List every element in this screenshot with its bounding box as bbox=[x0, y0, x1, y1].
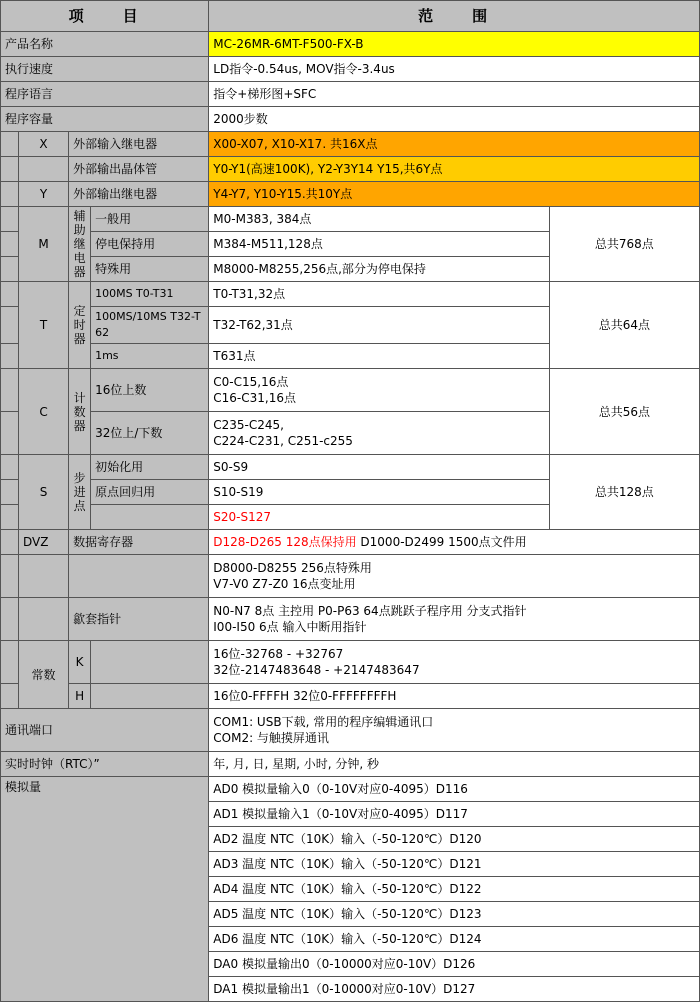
capacity-value: 2000步数 bbox=[209, 107, 700, 132]
analog-name: 模拟量 bbox=[1, 777, 209, 1002]
spacer-cell bbox=[1, 530, 19, 555]
spacer-cell bbox=[1, 641, 19, 684]
t-sub3-label: 1ms bbox=[91, 344, 209, 369]
dvz-value-2a: D8000-D8255 256点特殊用 bbox=[213, 561, 372, 575]
comm-value bbox=[209, 709, 700, 752]
s-value-2: S10-S19 bbox=[209, 480, 549, 505]
comm-value-2: COM2: 与触摸屏通讯 bbox=[213, 731, 329, 745]
spacer-cell bbox=[19, 157, 69, 182]
header-range: 范 围 bbox=[209, 1, 700, 32]
table-row bbox=[1, 455, 700, 480]
s-total: 总共128点 bbox=[549, 455, 699, 530]
s-value-3: S20-S127 bbox=[209, 505, 549, 530]
table-row bbox=[1, 530, 700, 555]
table-row bbox=[1, 57, 700, 82]
rtc-value: 年, 月, 日, 星期, 小时, 分钟, 秒 bbox=[209, 752, 700, 777]
spacer-cell bbox=[1, 412, 19, 455]
x-value: X00-X07, X10-X17. 共16X点 bbox=[209, 132, 700, 157]
comm-value-1: COM1: USB下载, 常用的程序编辑通讯口 bbox=[213, 715, 434, 729]
spacer-cell bbox=[1, 282, 19, 307]
table-row bbox=[1, 282, 700, 307]
t-value-2: T32-T62,31点 bbox=[209, 307, 549, 344]
t-sub1-label: 100MS T0-T31 bbox=[91, 282, 209, 307]
c-value-2 bbox=[209, 412, 549, 455]
spacer-cell bbox=[1, 257, 19, 282]
capacity-label: 程序容量 bbox=[1, 107, 209, 132]
table-row bbox=[1, 157, 700, 182]
t-label: T bbox=[19, 282, 69, 369]
product-name-label: 产品名称 bbox=[1, 32, 209, 57]
c-total: 总共56点 bbox=[549, 369, 699, 455]
spacer-cell bbox=[1, 598, 19, 641]
spacer-cell bbox=[1, 157, 19, 182]
spacer-cell bbox=[1, 132, 19, 157]
spacer-cell bbox=[19, 598, 69, 641]
table-row bbox=[1, 598, 700, 641]
x-label: X bbox=[19, 132, 69, 157]
header-item: 项 目 bbox=[1, 1, 209, 32]
m-sub1-label: 一般用 bbox=[91, 207, 209, 232]
m-value-1: M0-M383, 384点 bbox=[209, 207, 549, 232]
m-value-2: M384-M511,128点 bbox=[209, 232, 549, 257]
t-value-3: T631点 bbox=[209, 344, 549, 369]
spacer-cell bbox=[91, 641, 209, 684]
table-row bbox=[1, 684, 700, 709]
c-value-1a: C0-C15,16点 bbox=[213, 375, 289, 389]
table-row bbox=[1, 82, 700, 107]
spacer-cell bbox=[1, 207, 19, 232]
m-sub3-label: 特殊用 bbox=[91, 257, 209, 282]
t-value-1: T0-T31,32点 bbox=[209, 282, 549, 307]
c-group-label: 计 数 器 bbox=[69, 369, 91, 455]
table-row bbox=[1, 777, 700, 802]
const-h-label: H bbox=[69, 684, 91, 709]
table-row bbox=[1, 369, 700, 412]
table-row bbox=[1, 132, 700, 157]
y-label: Y bbox=[19, 182, 69, 207]
spacer-cell bbox=[1, 232, 19, 257]
y-transistor-name: 外部输出晶体管 bbox=[69, 157, 209, 182]
comm-name: 通讯端口 bbox=[1, 709, 209, 752]
spacer-cell bbox=[1, 505, 19, 530]
spacer-cell bbox=[69, 555, 209, 598]
rtc-name: 实时时钟（RTC）” bbox=[1, 752, 209, 777]
s-value-1: S0-S9 bbox=[209, 455, 549, 480]
const-k-value bbox=[209, 641, 700, 684]
spacer-cell bbox=[1, 344, 19, 369]
analog-value: AD5 温度 NTC（10K）输入（-50-120℃）D123 bbox=[209, 902, 700, 927]
s-sub3-label bbox=[91, 505, 209, 530]
spacer-cell bbox=[1, 369, 19, 412]
analog-value: DA0 模拟量输出0（0-10000对应0-10V）D126 bbox=[209, 952, 700, 977]
speed-value: LD指令-0.54us, MOV指令-3.4us bbox=[209, 57, 700, 82]
y-name: 外部输出继电器 bbox=[69, 182, 209, 207]
speed-label: 执行速度 bbox=[1, 57, 209, 82]
c-sub1-label: 16位上数 bbox=[91, 369, 209, 412]
analog-value: AD1 模拟量输入1（0-10V对应0-4095）D117 bbox=[209, 802, 700, 827]
const-name: 常数 bbox=[19, 641, 69, 709]
table-row bbox=[1, 752, 700, 777]
spacer-cell bbox=[1, 455, 19, 480]
pointer-name: 歙套指针 bbox=[69, 598, 209, 641]
table-row bbox=[1, 32, 700, 57]
dvz-label: DVZ bbox=[19, 530, 69, 555]
table-header-row bbox=[1, 1, 700, 32]
pointer-value bbox=[209, 598, 700, 641]
y-transistor-value: Y0-Y1(高速100K), Y2-Y3Y14 Y15,共6Y点 bbox=[209, 157, 700, 182]
c-value-2b: C224-C231, C251-c255 bbox=[213, 434, 353, 448]
spacer-cell bbox=[1, 555, 19, 598]
analog-value: DA1 模拟量输出1（0-10000对应0-10V）D127 bbox=[209, 977, 700, 1002]
analog-value: AD0 模拟量输入0（0-10V对应0-4095）D116 bbox=[209, 777, 700, 802]
spacer-cell bbox=[19, 555, 69, 598]
analog-value: AD4 温度 NTC（10K）输入（-50-120℃）D122 bbox=[209, 877, 700, 902]
analog-value: AD3 温度 NTC（10K）输入（-50-120℃）D121 bbox=[209, 852, 700, 877]
c-value-1b: C16-C31,16点 bbox=[213, 391, 296, 405]
spacer-cell bbox=[1, 307, 19, 344]
c-value-1 bbox=[209, 369, 549, 412]
const-k-value-2: 32位-2147483648 - +2147483647 bbox=[213, 663, 420, 677]
m-label: M bbox=[19, 207, 69, 282]
y-value: Y4-Y7, Y10-Y15.共10Y点 bbox=[209, 182, 700, 207]
dvz-value-1-hold: D128-D265 128点保持用 bbox=[213, 535, 357, 549]
pointer-value-1: N0-N7 8点 主控用 P0-P63 64点跳跃子程序用 分支式指针 bbox=[213, 604, 527, 618]
analog-value: AD2 温度 NTC（10K）输入（-50-120℃）D120 bbox=[209, 827, 700, 852]
t-sub2-label: 100MS/10MS T32-T62 bbox=[91, 307, 209, 344]
language-value: 指令+梯形图+SFC bbox=[209, 82, 700, 107]
m-value-3: M8000-M8255,256点,部分为停电保持 bbox=[209, 257, 549, 282]
m-group-label: 辅 助 继 电 器 bbox=[69, 207, 91, 282]
language-label: 程序语言 bbox=[1, 82, 209, 107]
dvz-value-1-file: D1000-D2499 1500点文件用 bbox=[356, 535, 527, 549]
dvz-value-2 bbox=[209, 555, 700, 598]
pointer-value-2: I00-I50 6点 输入中断用指针 bbox=[213, 620, 367, 634]
dvz-name: 数据寄存器 bbox=[69, 530, 209, 555]
t-group-label: 定 时 器 bbox=[69, 282, 91, 369]
const-h-value: 16位0-FFFFH 32位0-FFFFFFFFH bbox=[209, 684, 700, 709]
c-sub2-label: 32位上/下数 bbox=[91, 412, 209, 455]
s-group-label: 步 进 点 bbox=[69, 455, 91, 530]
dvz-value-1 bbox=[209, 530, 700, 555]
s-sub1-label: 初始化用 bbox=[91, 455, 209, 480]
c-value-2a: C235-C245, bbox=[213, 418, 284, 432]
table-row bbox=[1, 555, 700, 598]
spacer-cell bbox=[91, 684, 209, 709]
product-name-value: MC-26MR-6MT-F500-FX-B bbox=[209, 32, 700, 57]
dvz-value-2b: V7-V0 Z7-Z0 16点变址用 bbox=[213, 577, 356, 591]
m-total: 总共768点 bbox=[549, 207, 699, 282]
const-k-label: K bbox=[69, 641, 91, 684]
analog-value: AD6 温度 NTC（10K）输入（-50-120℃）D124 bbox=[209, 927, 700, 952]
table-row bbox=[1, 641, 700, 684]
spacer-cell bbox=[1, 684, 19, 709]
spacer-cell bbox=[1, 182, 19, 207]
x-name: 外部输入继电器 bbox=[69, 132, 209, 157]
const-k-value-1: 16位-32768 - +32767 bbox=[213, 647, 344, 661]
table-row bbox=[1, 182, 700, 207]
table-row bbox=[1, 207, 700, 232]
table-row bbox=[1, 107, 700, 132]
t-total: 总共64点 bbox=[549, 282, 699, 369]
table-row bbox=[1, 709, 700, 752]
c-label: C bbox=[19, 369, 69, 455]
s-sub2-label: 原点回归用 bbox=[91, 480, 209, 505]
spacer-cell bbox=[1, 480, 19, 505]
m-sub2-label: 停电保持用 bbox=[91, 232, 209, 257]
s-label: S bbox=[19, 455, 69, 530]
